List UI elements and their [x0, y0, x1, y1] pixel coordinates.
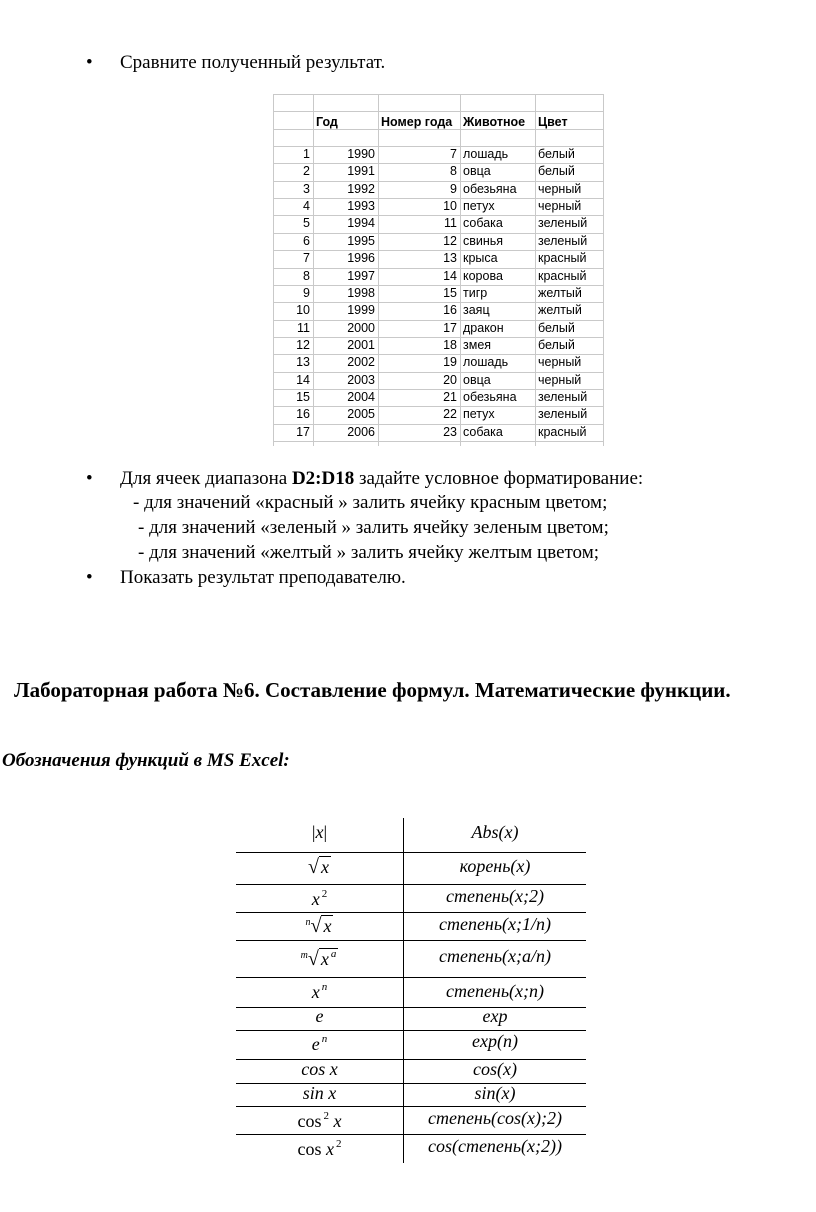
cell-color: черный — [538, 373, 582, 387]
math-var: x — [323, 916, 332, 936]
table-rule — [236, 977, 586, 978]
row-number: 11 — [297, 321, 310, 335]
cell-animal: дракон — [463, 321, 504, 335]
bullet-text-pre: Для ячеек диапазона — [120, 468, 292, 489]
excel-fn: exp(n) — [472, 1031, 518, 1051]
excel-fn: степень(x;1/n) — [438, 914, 552, 934]
cell-year-number: 7 — [450, 147, 457, 161]
math-var: x — [315, 822, 324, 842]
cell-year-number: 22 — [443, 407, 457, 421]
bullet-text — [120, 467, 643, 491]
cell-year: 1997 — [347, 269, 375, 283]
excel-fn: корень(x) — [459, 856, 531, 876]
cell-year: 2002 — [347, 355, 375, 369]
cell-color: желтый — [538, 286, 582, 300]
column-header: Год — [316, 115, 338, 129]
math-var: x — [326, 1139, 334, 1159]
cell-color: красный — [538, 251, 587, 265]
cell-year-number: 9 — [450, 182, 457, 196]
cell-year-number: 13 — [443, 251, 457, 265]
table-rule — [236, 1134, 586, 1135]
cell-animal: змея — [463, 338, 492, 352]
math-abs: |x| — [311, 822, 328, 842]
math-nroot — [236, 915, 403, 938]
excel-fn: sin(x) — [474, 1083, 516, 1103]
row-number: 13 — [296, 355, 310, 369]
cell-color: белый — [538, 321, 575, 335]
cell-color: черный — [538, 182, 582, 196]
cell-year-number: 11 — [444, 216, 457, 230]
cell-year-number: 19 — [443, 355, 457, 369]
excel-fn: cos(x) — [473, 1059, 517, 1079]
cell-color: красный — [538, 425, 587, 439]
math-mroot — [236, 948, 403, 971]
row-number: 2 — [303, 164, 310, 178]
grid-line — [603, 94, 604, 446]
cell-animal: собака — [463, 425, 503, 439]
excel-fn: степень(x;2) — [445, 886, 545, 906]
cell-year: 2006 — [347, 425, 375, 439]
excel-fn: exp — [482, 1006, 508, 1026]
cell-animal: лошадь — [463, 147, 509, 161]
cell-animal: обезьяна — [463, 182, 517, 196]
math-var: x — [333, 1111, 342, 1131]
math-var: x — [320, 949, 329, 969]
excel-fn: степень(x;n) — [445, 981, 545, 1001]
cell-animal: овца — [463, 164, 491, 178]
cell-color: красный — [538, 269, 587, 283]
math-exponent: a — [330, 948, 337, 960]
math-fn: cos — [297, 1139, 322, 1159]
math-cos-squared — [236, 1110, 403, 1132]
cell-range: D2:D18 — [291, 468, 355, 489]
cell-year-number: 17 — [443, 321, 457, 335]
excel-fn: cos(степень(x;2)) — [427, 1136, 563, 1156]
table-rule — [236, 1106, 586, 1107]
cell-color: зеленый — [538, 407, 588, 421]
cell-animal: собака — [463, 216, 503, 230]
row-number: 1 — [303, 147, 310, 161]
cell-animal: свинья — [463, 234, 504, 248]
math-sin: sin x — [302, 1083, 337, 1103]
cell-animal: тигр — [463, 286, 488, 300]
math-var: x — [311, 889, 320, 909]
cell-year: 1991 — [347, 164, 375, 178]
row-number: 15 — [296, 390, 310, 404]
math-var: x — [311, 982, 320, 1002]
cell-animal: петух — [463, 407, 495, 421]
cell-year: 2004 — [347, 390, 375, 404]
cell-year-number: 20 — [443, 373, 457, 387]
cell-year: 1999 — [347, 303, 375, 317]
cell-animal: крыса — [463, 251, 498, 265]
math-e-power — [236, 1033, 403, 1055]
row-number: 10 — [296, 303, 310, 317]
math-var: e — [311, 1034, 320, 1054]
row-number: 6 — [303, 234, 310, 248]
row-number: 9 — [303, 286, 310, 300]
cell-color: черный — [538, 355, 582, 369]
math-exponent: 2 — [336, 1138, 342, 1150]
excel-fn: Abs(x) — [471, 822, 519, 842]
cell-color: зеленый — [538, 216, 588, 230]
column-header: Номер года — [381, 115, 453, 129]
bullet-text: Сравните полученный результат. — [120, 52, 386, 73]
cell-year-number: 15 — [443, 286, 457, 300]
table-rule — [236, 884, 586, 885]
cell-year: 1990 — [347, 147, 375, 161]
excel-fn: степень(x;a/n) — [438, 946, 552, 966]
sub-item-yellow: - для значений «желтый » залить ячейку желтым цветом; — [138, 542, 600, 563]
radical-icon: √ — [307, 948, 319, 970]
cell-year: 1992 — [347, 182, 375, 196]
grid-line — [273, 111, 603, 112]
cell-year: 1993 — [347, 199, 375, 213]
cell-color: белый — [538, 164, 575, 178]
cell-year: 1994 — [347, 216, 375, 230]
row-number: 3 — [303, 182, 310, 196]
math-cos-x-squared — [236, 1138, 403, 1160]
cell-animal: обезьяна — [463, 390, 517, 404]
excel-fn: степень(cos(x);2) — [427, 1108, 563, 1128]
cell-color: зеленый — [538, 234, 588, 248]
cell-year-number: 23 — [443, 425, 457, 439]
cell-animal: корова — [463, 269, 503, 283]
sub-item-red: - для значений «красный » залить ячейку красным цветом; — [133, 492, 608, 513]
math-var: x — [320, 857, 329, 877]
row-number: 16 — [296, 407, 310, 421]
row-number: 7 — [303, 251, 310, 265]
spreadsheet-image — [273, 94, 603, 446]
cell-animal: овца — [463, 373, 491, 387]
row-number: 14 — [296, 373, 310, 387]
bullet-text: Показать результат преподавателю. — [120, 567, 406, 588]
cell-color: белый — [538, 338, 575, 352]
functions-subheading: Обозначения функций в MS Excel: — [2, 750, 290, 771]
math-exponent: 2 — [321, 888, 328, 900]
cell-year: 1998 — [347, 286, 375, 300]
table-rule — [236, 940, 586, 941]
radical-icon: √ — [308, 856, 319, 878]
table-rule — [236, 852, 586, 853]
functions-table — [236, 818, 586, 1163]
math-square — [236, 888, 403, 910]
row-number: 17 — [296, 425, 310, 439]
cell-year-number: 14 — [443, 269, 457, 283]
math-exponent: 2 — [323, 1110, 329, 1122]
row-number: 8 — [303, 269, 310, 283]
radical-icon: √ — [310, 915, 322, 937]
cell-animal: заяц — [463, 303, 490, 317]
cell-color: белый — [538, 147, 575, 161]
math-cos: cos x — [301, 1059, 338, 1079]
cell-year: 2005 — [347, 407, 375, 421]
bullet-dot: • — [86, 567, 93, 588]
column-header: Цвет — [538, 115, 568, 129]
math-fn: cos — [297, 1111, 322, 1131]
bullet-dot: • — [86, 468, 93, 489]
cell-animal: петух — [463, 199, 495, 213]
table-rule — [236, 912, 586, 913]
bullet-text-post: задайте условное форматирование: — [354, 468, 644, 489]
cell-color: зеленый — [538, 390, 588, 404]
grid-line — [273, 441, 603, 442]
row-number: 4 — [303, 199, 310, 213]
root-index: n — [305, 917, 311, 928]
cell-color: черный — [538, 199, 582, 213]
cell-color: желтый — [538, 303, 582, 317]
cell-animal: лошадь — [463, 355, 509, 369]
cell-year-number: 10 — [443, 199, 457, 213]
math-exponent: n — [321, 981, 328, 993]
cell-year: 2001 — [347, 338, 375, 352]
sub-item-green: - для значений «зеленый » залить ячейку зеленым цветом; — [138, 517, 609, 538]
cell-year: 2000 — [347, 321, 375, 335]
cell-year-number: 12 — [443, 234, 457, 248]
cell-year-number: 21 — [443, 390, 457, 404]
column-header: Животное — [463, 115, 526, 129]
cell-year-number: 8 — [450, 164, 457, 178]
row-number: 12 — [296, 338, 310, 352]
cell-year-number: 18 — [443, 338, 457, 352]
math-e: e — [315, 1006, 324, 1026]
math-sqrt — [236, 856, 403, 879]
root-index: m — [300, 950, 308, 961]
cell-year: 1995 — [347, 234, 375, 248]
cell-year-number: 16 — [443, 303, 457, 317]
lab-heading: Лабораторная работа №6. Составление формул. Математические функции. — [14, 678, 731, 702]
math-exponent: n — [321, 1033, 328, 1045]
radicand — [319, 948, 339, 969]
bullet-dot: • — [86, 52, 93, 73]
cell-year: 2003 — [347, 373, 375, 387]
row-number: 5 — [303, 216, 310, 230]
grid-line — [273, 94, 603, 95]
cell-year: 1996 — [347, 251, 375, 265]
math-power-n — [236, 981, 403, 1003]
